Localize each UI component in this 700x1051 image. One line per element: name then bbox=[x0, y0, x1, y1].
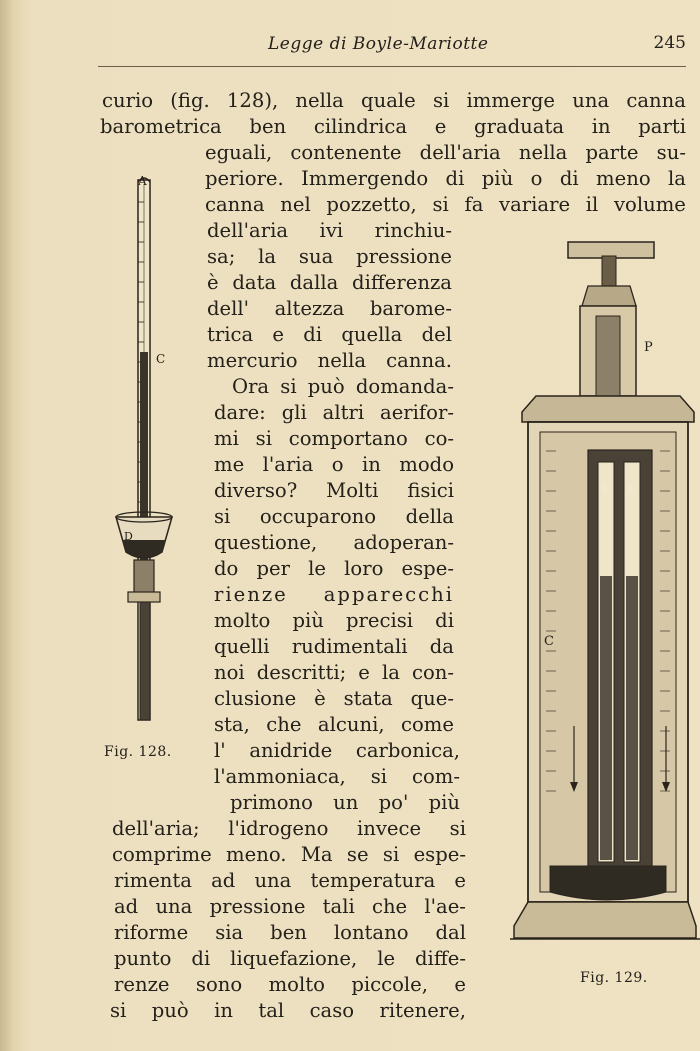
text-line-1: curio (fig. 128), nella quale si immerge una canna bbox=[102, 89, 686, 112]
text-line-35: renze sono molto piccole, e bbox=[114, 973, 466, 996]
text-line-19: do per le loro espe- bbox=[214, 557, 454, 580]
text-line-6: dell'aria ivi rinchiu- bbox=[207, 219, 452, 242]
fig129-label-p: P bbox=[644, 340, 654, 355]
text-line-33: riforme sia ben lontano dal bbox=[114, 921, 466, 944]
fig128-label-c: C bbox=[156, 352, 166, 366]
text-line-4: periore. Immergendo di più o di meno la bbox=[205, 167, 686, 190]
fig129-label-e1: E bbox=[602, 482, 612, 496]
text-line-24: clusione è stata que- bbox=[214, 687, 454, 710]
text-line-26: l' anidride carbonica, bbox=[214, 739, 460, 762]
text-line-9: dell' altezza barome- bbox=[207, 297, 452, 320]
header-rule bbox=[98, 66, 686, 67]
fig129-label-c: C bbox=[544, 634, 555, 649]
text-line-14: mi si comportano co- bbox=[214, 427, 454, 450]
text-line-34: punto di liquefazione, le diffe- bbox=[114, 947, 466, 970]
page-number: 245 bbox=[653, 33, 686, 53]
text-line-10: trica e di quella del bbox=[207, 323, 452, 346]
figure-128-illustration bbox=[100, 172, 200, 732]
text-line-30: comprime meno. Ma se si espe- bbox=[112, 843, 466, 866]
text-line-21: molto più precisi di bbox=[214, 609, 454, 632]
text-line-18: questione, adoperan- bbox=[214, 531, 454, 554]
text-line-16: diverso? Molti fisici bbox=[214, 479, 454, 502]
figure-129-illustration bbox=[510, 236, 700, 942]
text-line-5: canna nel pozzetto, si fa variare il volume bbox=[205, 193, 686, 216]
text-line-12: Ora si può domanda- bbox=[232, 375, 454, 398]
text-line-11: mercurio nella canna. bbox=[207, 349, 452, 372]
text-line-17: si occuparono della bbox=[214, 505, 454, 528]
text-line-2: barometrica ben cilindrica e graduata in parti bbox=[100, 115, 686, 138]
text-line-28: primono un po' più bbox=[230, 791, 460, 814]
text-line-7: sa; la sua pressione bbox=[207, 245, 452, 268]
text-line-20: rienze apparecchi bbox=[214, 583, 454, 606]
text-line-3: eguali, contenente dell'aria nella parte su- bbox=[205, 141, 686, 164]
text-line-15: me l'aria o in modo bbox=[214, 453, 454, 476]
text-line-31: rimenta ad una temperatura e bbox=[114, 869, 466, 892]
fig129-caption: Fig. 129. bbox=[580, 970, 648, 986]
text-line-27: l'ammoniaca, si com- bbox=[214, 765, 460, 788]
text-line-8: è data dalla differenza bbox=[207, 271, 452, 294]
fig128-caption: Fig. 128. bbox=[104, 744, 172, 760]
fig129-label-e2: E bbox=[628, 482, 638, 496]
running-title: Legge di Boyle-Mariotte bbox=[268, 34, 489, 54]
text-line-13: dare: gli altri aerifor- bbox=[214, 401, 454, 424]
text-line-29: dell'aria; l'idrogeno invece si bbox=[112, 817, 466, 840]
text-line-22: quelli rudimentali da bbox=[214, 635, 454, 658]
text-line-25: sta, che alcuni, come bbox=[214, 713, 454, 736]
fig128-label-d: D bbox=[124, 530, 134, 543]
text-line-23: noi descritti; e la con- bbox=[214, 661, 454, 684]
fig128-label-a: A bbox=[138, 174, 148, 188]
text-line-32: ad una pressione tali che l'ae- bbox=[114, 895, 466, 918]
text-line-36: si può in tal caso ritenere, bbox=[110, 999, 466, 1022]
